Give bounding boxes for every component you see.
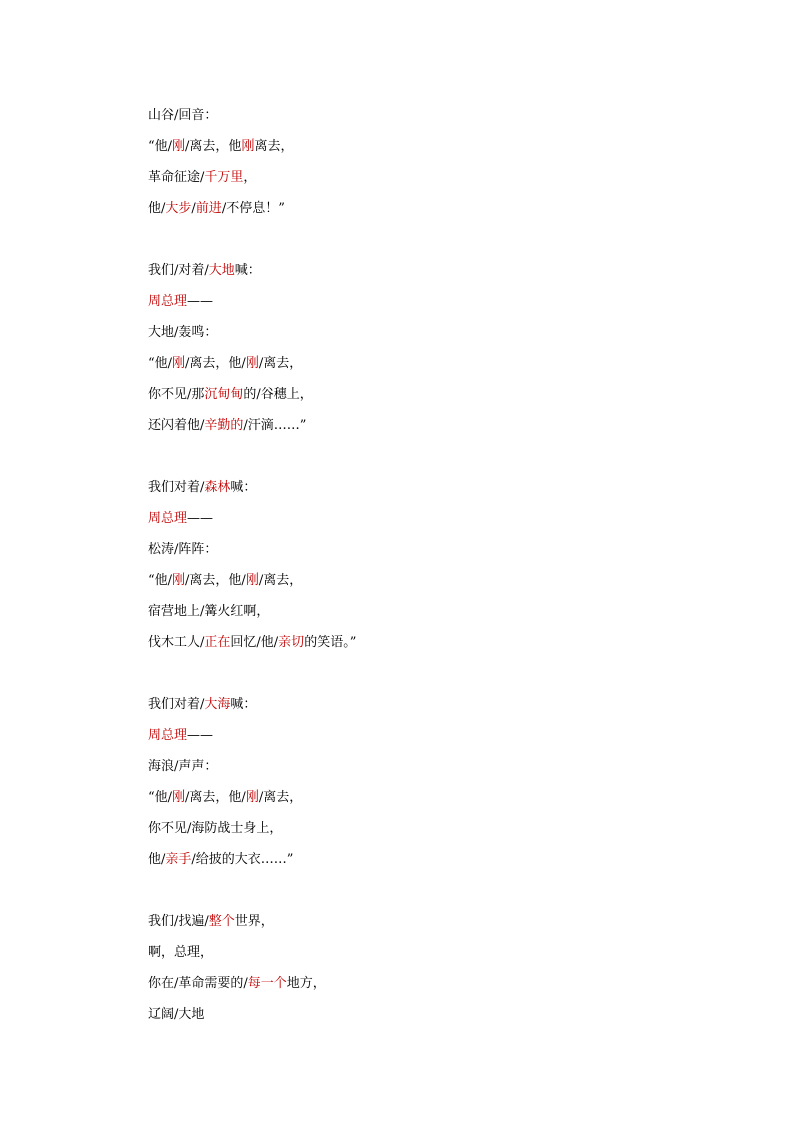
poem-line <box>148 906 748 937</box>
poem-line <box>148 565 748 596</box>
line-text: “他/ <box>148 790 173 805</box>
line-text: “他/ <box>148 139 173 154</box>
line-text: /离去， <box>258 790 303 805</box>
line-text: 他/ <box>148 201 166 216</box>
highlighted-text: 辛勤的 <box>204 418 244 433</box>
line-text: / <box>191 201 196 216</box>
highlighted-text: 整个 <box>208 914 235 929</box>
highlighted-text: 亲手 <box>165 852 192 867</box>
stanza-gap <box>148 224 748 255</box>
highlighted-text: 沉甸甸 <box>204 387 244 402</box>
poem-line <box>148 782 748 813</box>
line-text: 我们对着/ <box>148 697 205 712</box>
highlighted-text: 周总理 <box>148 294 188 309</box>
poem-line <box>148 813 748 844</box>
poem-line <box>148 317 748 348</box>
line-text: —— <box>187 728 214 743</box>
highlighted-text: 刚 <box>241 139 255 154</box>
line-text: 世界， <box>234 914 274 929</box>
poem-line <box>148 844 748 875</box>
highlighted-text: 刚 <box>245 790 259 805</box>
line-text: /离去， <box>258 573 303 588</box>
poem-line <box>148 100 748 131</box>
line-text: 你不见/那 <box>148 387 205 402</box>
stanza-gap <box>148 441 748 472</box>
poem-document <box>148 100 748 1030</box>
line-text: 我们对着/ <box>148 480 205 495</box>
line-text: /给披的大衣……” <box>191 852 294 867</box>
highlighted-text: 刚 <box>245 573 259 588</box>
line-text: /离去，他 <box>185 139 242 154</box>
line-text: /汗滴……” <box>243 418 307 433</box>
line-text: /不停息！” <box>221 201 285 216</box>
poem-line <box>148 286 748 317</box>
line-text: 啊，总理， <box>148 945 214 960</box>
stanza-gap <box>148 658 748 689</box>
line-text: /离去， <box>258 356 303 371</box>
line-text: 海浪/声声： <box>148 759 218 774</box>
poem-line <box>148 937 748 968</box>
highlighted-text: 刚 <box>172 356 186 371</box>
poem-line <box>148 348 748 379</box>
highlighted-text: 森林 <box>204 480 231 495</box>
poem-line <box>148 534 748 565</box>
line-text: 革命征途/ <box>148 170 205 185</box>
line-text: 回忆/他/ <box>230 635 279 650</box>
line-text: “他/ <box>148 356 173 371</box>
poem-line <box>148 751 748 782</box>
line-text: ， <box>243 170 257 185</box>
poem-line <box>148 193 748 224</box>
line-text: 的/谷穗上， <box>243 387 313 402</box>
line-text: 离去， <box>254 139 294 154</box>
highlighted-text: 刚 <box>172 573 186 588</box>
line-text: 我们/找遍/ <box>148 914 209 929</box>
line-text: 地方， <box>286 976 326 991</box>
highlighted-text: 刚 <box>245 356 259 371</box>
poem-line <box>148 968 748 999</box>
highlighted-text: 大步 <box>165 201 192 216</box>
line-text: /离去，他/ <box>185 790 246 805</box>
highlighted-text: 千万里 <box>204 170 244 185</box>
line-text: —— <box>187 294 214 309</box>
line-text: 还闪着他/ <box>148 418 205 433</box>
highlighted-text: 前进 <box>195 201 222 216</box>
highlighted-text: 刚 <box>172 139 186 154</box>
line-text: 他/ <box>148 852 166 867</box>
poem-line <box>148 503 748 534</box>
poem-line <box>148 689 748 720</box>
highlighted-text: 大海 <box>204 697 231 712</box>
poem-line <box>148 131 748 162</box>
highlighted-text: 周总理 <box>148 728 188 743</box>
line-text: 宿营地上/篝火红啊， <box>148 604 270 619</box>
highlighted-text: 每一个 <box>247 976 287 991</box>
poem-line <box>148 999 748 1030</box>
line-text: 你在/革命需要的/ <box>148 976 248 991</box>
highlighted-text: 周总理 <box>148 511 188 526</box>
poem-line <box>148 596 748 627</box>
line-text: 喊： <box>230 480 257 495</box>
poem-line <box>148 627 748 658</box>
line-text: 喊： <box>230 697 257 712</box>
line-text: 大地/轰鸣： <box>148 325 218 340</box>
poem-line <box>148 379 748 410</box>
line-text: 喊： <box>234 263 261 278</box>
poem-line <box>148 162 748 193</box>
poem-line <box>148 472 748 503</box>
highlighted-text: 亲切 <box>278 635 305 650</box>
stanza-gap <box>148 875 748 906</box>
line-text: 的笑语。” <box>304 635 357 650</box>
poem-line <box>148 255 748 286</box>
highlighted-text: 大地 <box>208 263 235 278</box>
line-text: “他/ <box>148 573 173 588</box>
line-text: /离去，他/ <box>185 356 246 371</box>
line-text: 我们/对着/ <box>148 263 209 278</box>
highlighted-text: 刚 <box>172 790 186 805</box>
line-text: 松涛/阵阵： <box>148 542 218 557</box>
line-text: —— <box>187 511 214 526</box>
line-text: 伐木工人/ <box>148 635 205 650</box>
line-text: /离去，他/ <box>185 573 246 588</box>
line-text: 你不见/海防战士身上， <box>148 821 283 836</box>
poem-line <box>148 720 748 751</box>
highlighted-text: 正在 <box>204 635 231 650</box>
line-text: 山谷/回音： <box>148 108 218 123</box>
line-text: 辽阔/大地 <box>148 1007 205 1022</box>
poem-line <box>148 410 748 441</box>
